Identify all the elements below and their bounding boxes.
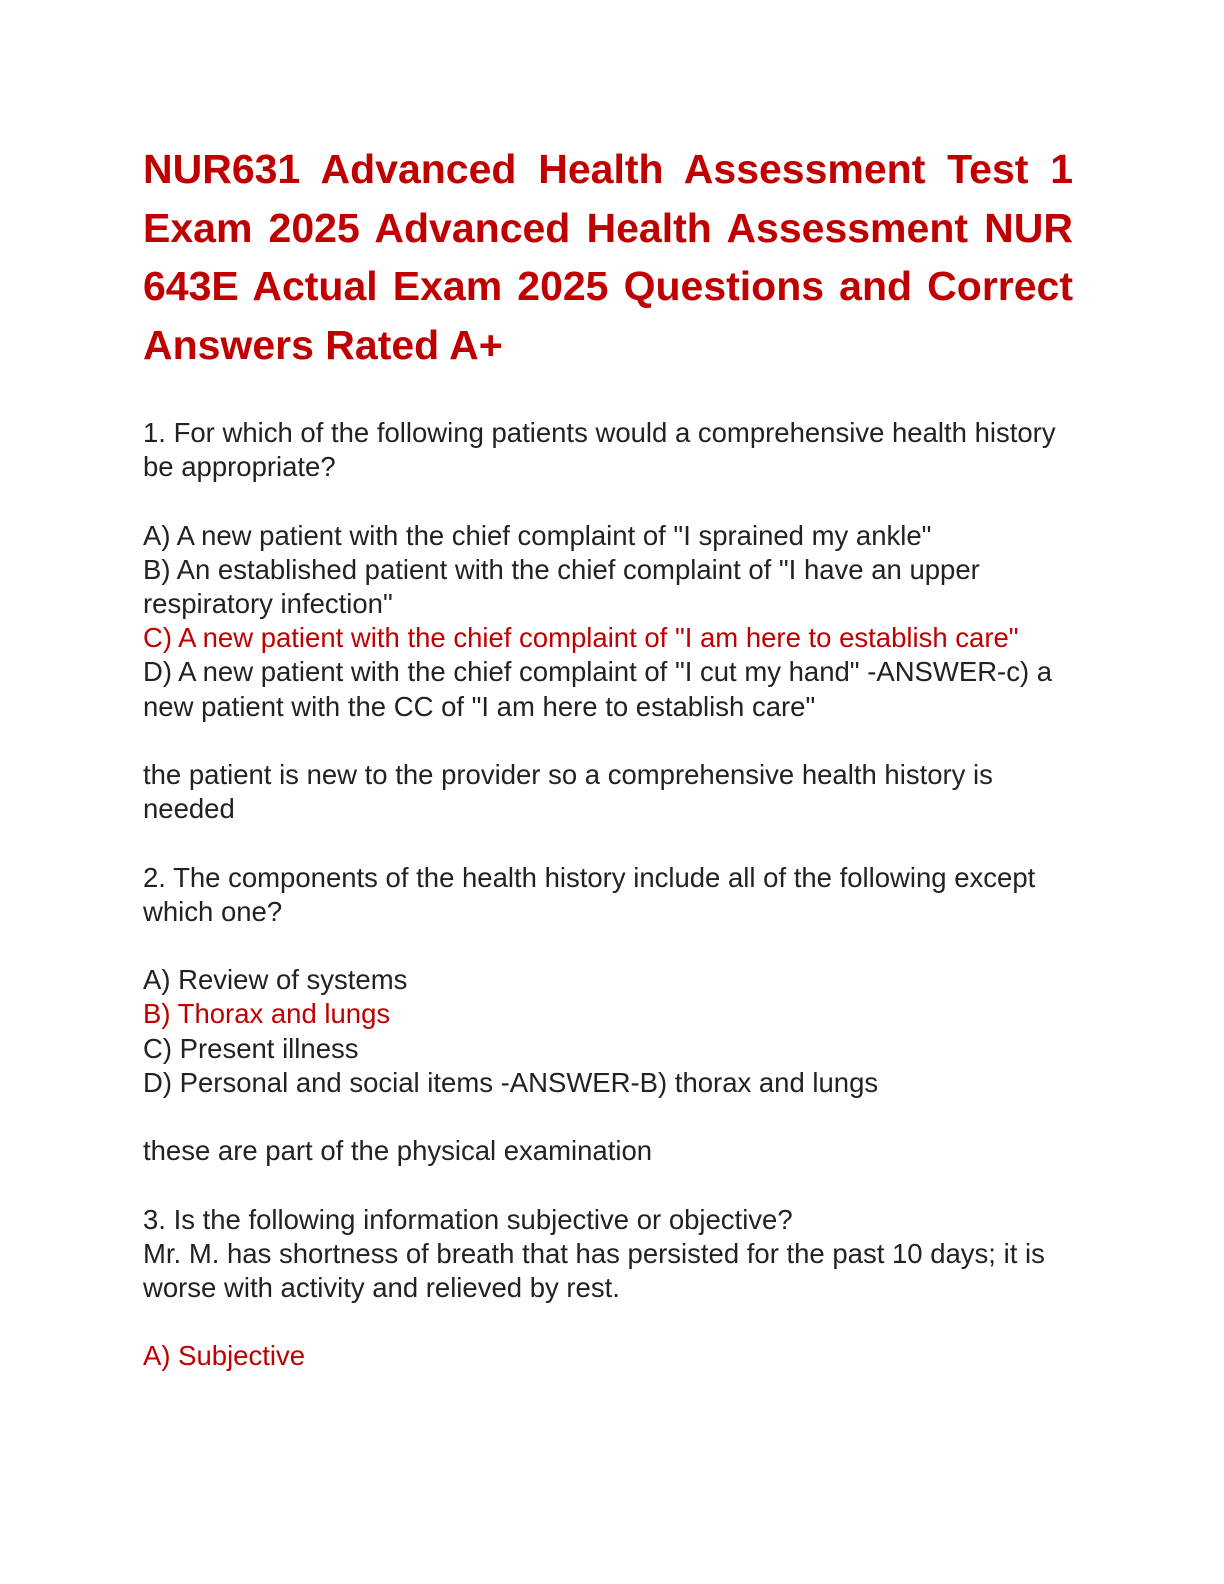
question-1-rationale: the patient is new to the provider so a comprehensive health history is needed [143, 759, 993, 825]
spacer [143, 724, 1073, 758]
question-3 [143, 1203, 1073, 1374]
question-1-option-b: B) An established patient with the chief complaint of "I have an upper respiratory infection" [143, 553, 980, 619]
spacer [143, 929, 1073, 963]
question-1-option-d-with-answer: D) A new patient with the chief complaint of "I cut my hand" -ANSWER-c) a new patient with the CC of "I am here to establish care" [143, 656, 1053, 722]
spacer [143, 374, 1073, 416]
question-1-option-a: A) A new patient with the chief complaint of "I sprained my ankle" [143, 519, 932, 551]
document-title: NUR631 Advanced Health Assessment Test 1 Exam 2025 Advanced Health Assessment NUR 643E Actual Exam 2025 Questions and Correct Answers Rated A+ [143, 146, 1073, 368]
spacer [143, 484, 1073, 518]
question-3-scenario: Mr. M. has shortness of breath that has persisted for the past 10 days; it is worse with activity and relieved by rest. [143, 1237, 1045, 1303]
question-2-option-b-correct: B) Thorax and lungs [143, 998, 391, 1030]
question-1 [143, 416, 1073, 826]
question-2-option-c: C) Present illness [143, 1032, 359, 1064]
question-2-prompt: 2. The components of the health history include all of the following except which one? [143, 861, 1036, 927]
question-1-prompt: 1. For which of the following patients would a comprehensive health history be appropriate? [143, 417, 1056, 483]
spacer [143, 1100, 1073, 1134]
question-3-prompt: 3. Is the following information subjective or objective? [143, 1203, 793, 1235]
question-2-rationale: these are part of the physical examination [143, 1135, 653, 1167]
spacer [143, 826, 1073, 860]
spacer [143, 1168, 1073, 1202]
question-2-option-d-with-answer: D) Personal and social items -ANSWER-B) thorax and lungs [143, 1066, 879, 1098]
document-page [143, 140, 1073, 1374]
question-3-option-a-correct: A) Subjective [143, 1340, 306, 1372]
question-1-option-c-correct: C) A new patient with the chief complaint of "I am here to establish care" [143, 622, 1019, 654]
spacer [143, 1305, 1073, 1339]
question-2 [143, 861, 1073, 1169]
question-2-option-a: A) Review of systems [143, 964, 408, 996]
